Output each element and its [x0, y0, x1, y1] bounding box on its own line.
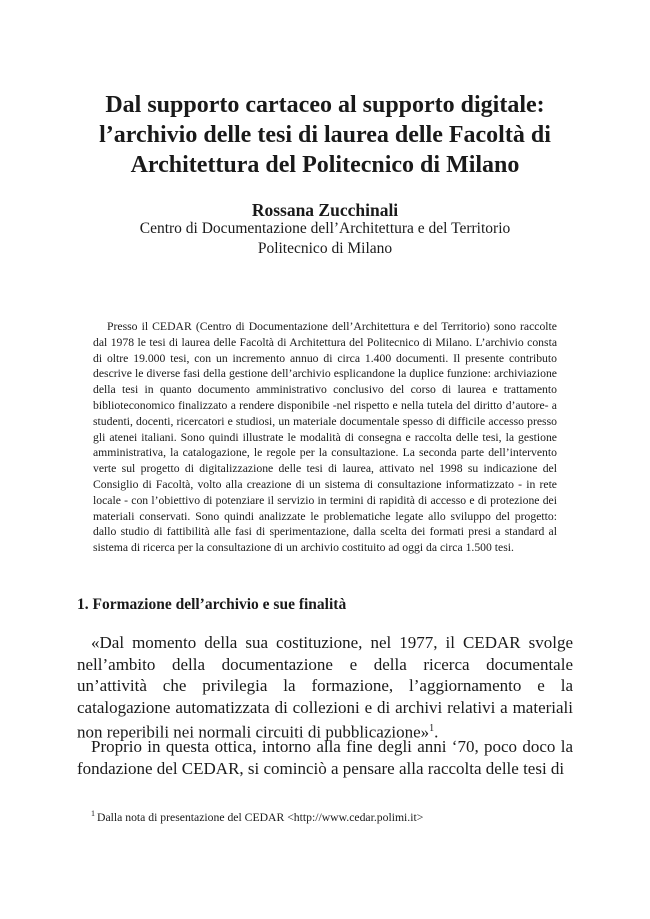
affiliation-line-1: Centro di Documentazione dell’Architettura e del Territorio [139, 220, 511, 237]
paper-title-line-3: Architettura del Politecnico di Milano [130, 152, 520, 178]
section-heading: 1. Formazione dell’archivio e sue finalità [77, 596, 347, 613]
footnote-text: Dalla nota di presentazione del CEDAR <http://www.cedar.polimi.it> [97, 810, 424, 824]
body-paragraph-1-end: . [434, 722, 439, 742]
paper-title [60, 90, 590, 180]
footnote-mark: 1 [91, 809, 95, 818]
paper-title-line-1: Dal supporto cartaceo al supporto digitale: [105, 92, 545, 118]
body-paragraph-1-text: «Dal momento della sua costituzione, nel 1977, il CEDAR svolge nell’ambito della documentazione e della ricerca documentale un’attività che privilegia la formazione, l’aggiornamento e la catalogazione automatizzata di collezioni e di archivi relativi a materiali non reperibili nei normali circuiti di pubblicazione» [77, 633, 573, 742]
author-affiliation [60, 219, 590, 259]
body-paragraph-2: Proprio in questa ottica, intorno alla fine degli anni ‘70, poco doco la fondazione del CEDAR, si cominciò a pensare alla raccolta delle tesi di [77, 737, 573, 778]
author-name: Rossana Zucchinali [251, 200, 399, 220]
paper-title-line-2: l’archivio delle tesi di laurea delle Facoltà di [99, 122, 551, 148]
footnote-reference: 1 [429, 723, 435, 734]
footnote [91, 806, 423, 825]
affiliation-line-2: Politecnico di Milano [257, 240, 393, 257]
abstract: Presso il CEDAR (Centro di Documentazione dell’Architettura e del Territorio) sono raccolte dal 1978 le tesi di laurea delle Facoltà di Architettura del Politecnico di Milano. L’archivio consta di oltre 19.000 tesi, con un incremento annuo di circa 1.400 documenti. Il presente contributo descrive le diverse fasi della gestione dell’archivio esplicandone la duplice funzione: archiviazione della tesi in quanto documento amministrativo conclusivo del corso di laurea e trattamento biblioteconomico finalizzato a rendere disponibile -nel rispetto e nella tutela del diritto d’autore- a studenti, docenti, ricercatori e studiosi, un materiale documentale spesso di difficile accesso presso gli atenei italiani. Sono quindi illustrate le modalità di consegna e raccolta delle tesi, la gestione amministrativa, la catalogazione, le regole per la consultazione. La seconda parte dell’intervento verte sul progetto di digitalizzazione delle tesi di laurea, attivato nel 1998 su indicazione del Consiglio di Facoltà, volto alla creazione di un sistema di consultazione informatizzato - in rete locale - con l’obiettivo di potenziare il servizio in termini di rapidità di accesso e di protezione dei materiali conservati. Sono quindi analizzate le problematiche legate allo sviluppo del progetto: dallo studio di fattibilità alle fasi di sperimentazione, dalla scelta dei formati presi a standard al sistema di ricerca per la consultazione di un archivio costituito ad oggi da circa 1.500 tesi. [93, 320, 557, 555]
body-paragraph-1 [77, 632, 573, 743]
